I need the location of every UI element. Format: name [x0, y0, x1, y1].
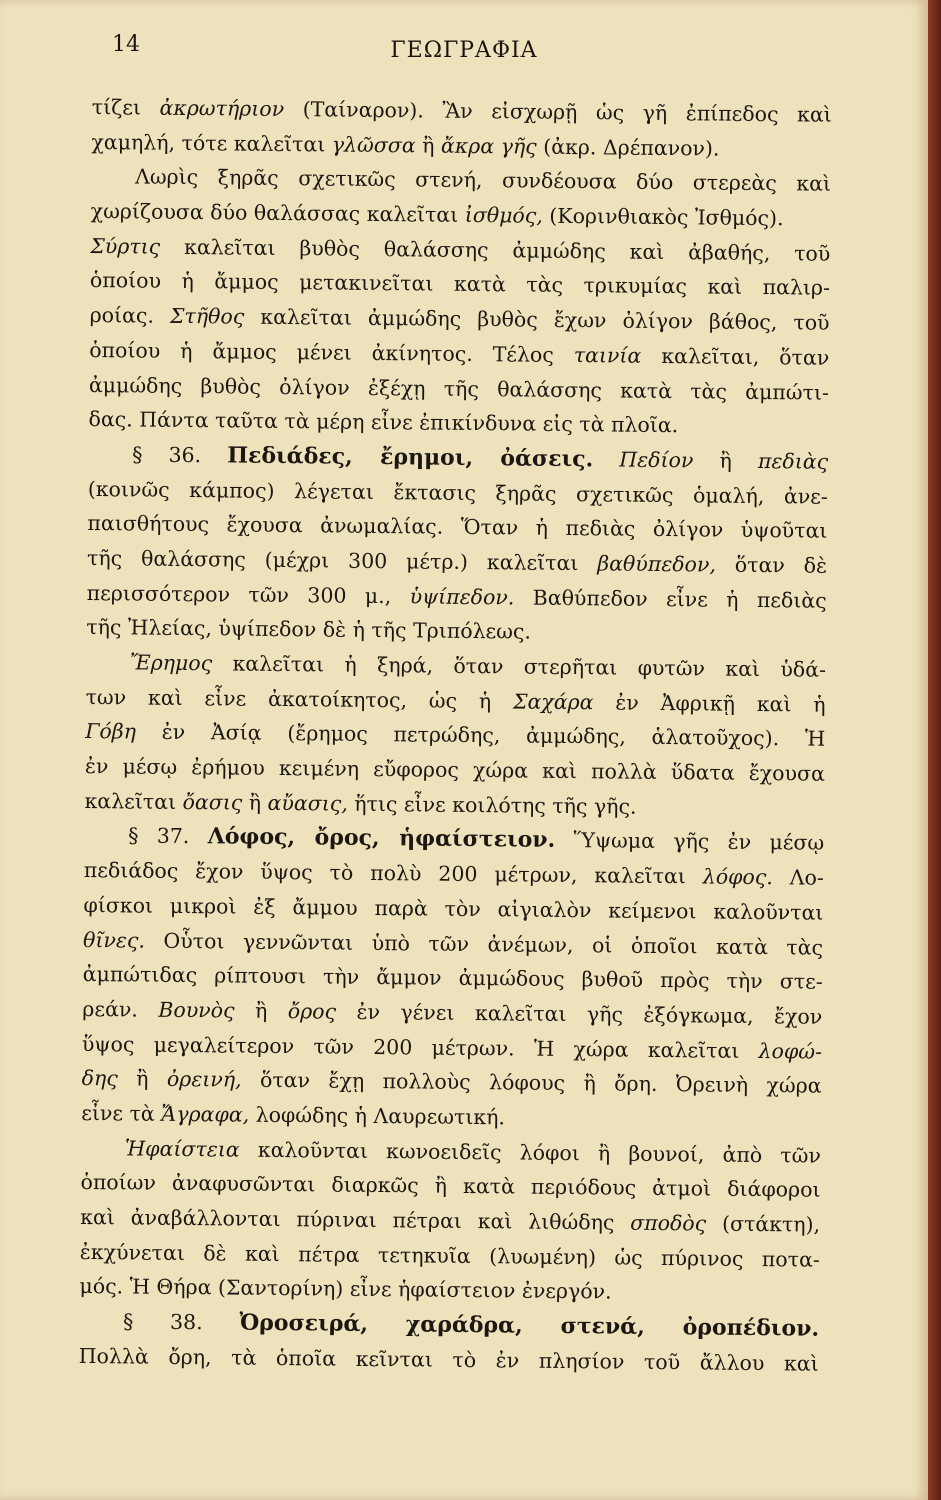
- text-segment: ἐκχύνεται δὲ καὶ πέτρα τετηκυῖα (λυωμένη) ὡς πύρινος ποτα-: [79, 1239, 820, 1272]
- italic-term: ὀρεινή,: [166, 1067, 242, 1092]
- italic-term: ὑψίπεδον.: [409, 583, 515, 610]
- text-segment: ἢ: [415, 133, 442, 158]
- text-segment: ὁποίου ἡ ἄμμος μετακινεῖται κατὰ τὰς τρικυμίας καὶ παλιρ-: [89, 268, 831, 301]
- text-segment: ροίας.: [89, 303, 171, 328]
- text-segment: καλεῖται, ὅταν: [641, 343, 830, 370]
- running-title: ΓΕΩΓΡΑΦΙΑ: [390, 38, 538, 63]
- text-segment: Ὕψωμα γῆς ἐν μέσῳ: [555, 828, 825, 856]
- text-segment: ρεάν.: [82, 996, 159, 1022]
- italic-term: ὄρος: [287, 998, 337, 1024]
- text-line: [79, 1339, 819, 1381]
- text-segment: ἐν Ἀσίᾳ (ἔρημος πετρώδης, ἀμμώδης, ἁλατοῦχος). Ἡ: [135, 719, 826, 752]
- italic-term: Βουνὸς: [158, 997, 235, 1023]
- text-segment: ὅταν ἔχῃ πολλοὺς λόφους ἢ ὄρη. Ὀρεινὴ χώρα: [241, 1067, 822, 1098]
- text-segment: περισσότερον τῶν 300 μ.,: [86, 580, 410, 608]
- text-segment: τῆς Ἠλείας, ὑψίπεδον δὲ ἡ τῆς Τριπόλεως.: [86, 615, 532, 644]
- page-edge: [928, 0, 941, 1500]
- text-segment: παισθήτους ἔχουσα ἀνωμαλίας. Ὅταν ἡ πεδιὰς ὀλίγον ὑψοῦται: [87, 511, 828, 543]
- text-segment: ἥτις εἶνε κοιλότης τῆς γῆς.: [347, 791, 637, 819]
- page-header: [0, 28, 928, 68]
- text-segment: (ἀκρ. Δρέπανον).: [536, 134, 720, 161]
- text-segment: πεδιάδος ἔχον ὕψος τὸ πολὺ 200 μέτρων, καλεῖται: [83, 858, 703, 889]
- text-segment: ἐν μέσῳ ἐρήμου κειμένη εὔφορος χώρα καὶ πολλὰ ὕδατα ἔχουσα: [84, 754, 826, 786]
- italic-term: θῖνες.: [82, 927, 146, 953]
- italic-term: Ἡφαίστεια: [124, 1136, 240, 1162]
- text-segment: Λο-: [772, 865, 824, 890]
- text-segment: Βαθύπεδον εἶνε ἡ πεδιὰς: [514, 585, 827, 613]
- text-segment: ὕψος μεγαλείτερον τῶν 200 μέτρων. Ἡ χώρα καλεῖται: [81, 1031, 759, 1063]
- text-segment: των καὶ εἶνε ἀκατοίκητος, ὡς ἡ: [85, 684, 514, 714]
- italic-term: Πεδίον: [619, 447, 694, 473]
- section-heading: Λόφος, ὄρος, ἡφαίστειον.: [207, 823, 556, 854]
- text-segment: καλεῖται: [84, 788, 183, 814]
- text-segment: (Ταίναρον). Ἂν εἰσχωρῇ ὡς γῆ ἐπίπεδος καὶ: [283, 97, 832, 127]
- italic-term: ταινία: [573, 342, 642, 368]
- italic-term: σποδὸς: [630, 1210, 707, 1236]
- text-segment: ἢ: [242, 790, 268, 815]
- text-segment: § 36.: [132, 442, 228, 468]
- text-segment: μός. Ἡ Θήρα (Σαντορίνη) εἶνε ἡφαίστειον ἐνεργόν.: [79, 1274, 612, 1304]
- text-segment: χωρίζουσα δύο θαλάσσας καλεῖται: [90, 199, 465, 227]
- text-segment: ἀμμώδης βυθὸς ὀλίγον ἐξέχῃ τῆς θαλάσσης κατὰ τὰς ἀμπώτι-: [88, 372, 830, 405]
- text-segment: χαμηλή, τότε καλεῖται: [91, 129, 332, 157]
- italic-term: ὄασις: [182, 789, 243, 815]
- italic-term: αὔασις,: [267, 790, 348, 816]
- text-segment: § 37.: [128, 823, 208, 849]
- text-segment: [593, 447, 619, 471]
- italic-term: βαθύπεδον,: [597, 551, 717, 577]
- text-segment: (κοινῶς κάμπος) λέγεται ἔκτασις ξηρᾶς σχετικῶς ὁμαλή, ἀνε-: [87, 476, 828, 509]
- text-segment: ἢ: [117, 1066, 168, 1092]
- text-segment: καλεῖται ἡ ξηρά, ὅταν στερῆται φυτῶν καὶ ὑδά-: [212, 651, 827, 682]
- italic-term: Ἔρημος: [129, 650, 213, 676]
- text-segment: (Κορινθιακὸς Ἰσθμός).: [542, 203, 784, 231]
- italic-term: λοφώ-: [758, 1038, 823, 1064]
- italic-term: Ἄγραφα,: [161, 1101, 250, 1127]
- text-segment: τῆς θαλάσσης (μέχρι 300 μέτρ.) καλεῖται: [86, 545, 598, 576]
- text-segment: εἶνε τὰ: [81, 1100, 162, 1126]
- text-segment: (στάκτη),: [706, 1211, 821, 1237]
- italic-term: Σαχάρα: [512, 689, 594, 714]
- italic-term: ἄκρα γῆς: [440, 133, 537, 159]
- text-segment: ὁποίων ἀναφυσῶνται διαρκῶς ἢ κατὰ περιόδους ἀτμοὶ διάφοροι: [80, 1170, 821, 1203]
- italic-term: πεδιὰς: [757, 448, 829, 474]
- text-segment: Οὗτοι γεννῶνται ὑπὸ τῶν ἀνέμων, οἱ ὁποῖοι κατὰ τὰς: [144, 928, 824, 960]
- italic-term: Σύρτις: [90, 233, 161, 259]
- page-number: 14: [112, 32, 140, 57]
- italic-term: ἰσθμός,: [464, 202, 543, 228]
- text-segment: § 38.: [122, 1309, 240, 1335]
- text-segment: ὅταν δὲ: [715, 552, 828, 578]
- italic-term: δης: [81, 1066, 118, 1091]
- text-segment: ἐν γένει καλεῖται γῆς ἐξόγκωμα, ἔχον: [335, 999, 823, 1029]
- italic-term: γλῶσσα: [331, 132, 416, 158]
- text-segment: καλοῦνται κωνοειδεῖς λόφοι ἢ βουνοί, ἀπὸ τῶν: [239, 1137, 822, 1168]
- text-segment: ἢ: [693, 448, 759, 473]
- text-segment: ἢ: [234, 998, 288, 1023]
- italic-term: λόφος.: [702, 864, 773, 890]
- text-segment: φίσκοι μικροὶ ἐξ ἄμμου παρὰ τὸν αἰγιαλὸν κείμενοι καλοῦνται: [83, 892, 824, 925]
- section-heading: Πεδιάδες, ἔρημοι, ὀάσεις.: [227, 442, 594, 473]
- text-segment: δας. Πάντα ταῦτα τὰ μέρη εἶνε ἐπικίνδυνα εἰς τὰ πλοῖα.: [88, 407, 679, 438]
- section-heading: Ὀροσειρά, χαράδρα, στενά, ὀροπέδιον.: [239, 1309, 820, 1342]
- text-segment: καλεῖται ἀμμώδης βυθὸς ἔχων ὀλίγον βάθος, τοῦ: [244, 304, 830, 335]
- text-segment: ἐν Ἀφρικῇ καὶ ἡ: [593, 689, 826, 717]
- body-text: [79, 90, 832, 1381]
- text-segment: τίζει: [91, 94, 160, 120]
- text-segment: Πολλὰ ὄρη, τὰ ὁποῖα κεῖνται τὸ ἐν πλησίον τοῦ ἄλλου καὶ: [78, 1343, 819, 1376]
- text-segment: Λωρὶς ξηρᾶς σχετικῶς στενή, συνδέουσα δύο στερεὰς καὶ: [134, 164, 832, 197]
- text-segment: καλεῖται βυθὸς θαλάσσης ἀμμώδης καὶ ἀβαθής, τοῦ: [160, 234, 831, 266]
- italic-term: Γόβη: [85, 719, 137, 744]
- text-segment: λοφώδης ἡ Λαυρεωτική.: [249, 1102, 506, 1130]
- text-segment: ἀμπώτιδας ρίπτουσι τὴν ἄμμον ἀμμώδους βυθοῦ πρὸς τὴν στε-: [82, 962, 823, 994]
- italic-term: Στῆθος: [169, 303, 245, 329]
- text-segment: ὁποίου ἡ ἄμμος μένει ἀκίνητος. Τέλος: [89, 337, 574, 367]
- text-segment: καὶ ἀναβάλλονται πύριναι πέτραι καὶ λιθώδης: [80, 1204, 631, 1235]
- italic-term: ἀκρωτήριον: [159, 95, 285, 122]
